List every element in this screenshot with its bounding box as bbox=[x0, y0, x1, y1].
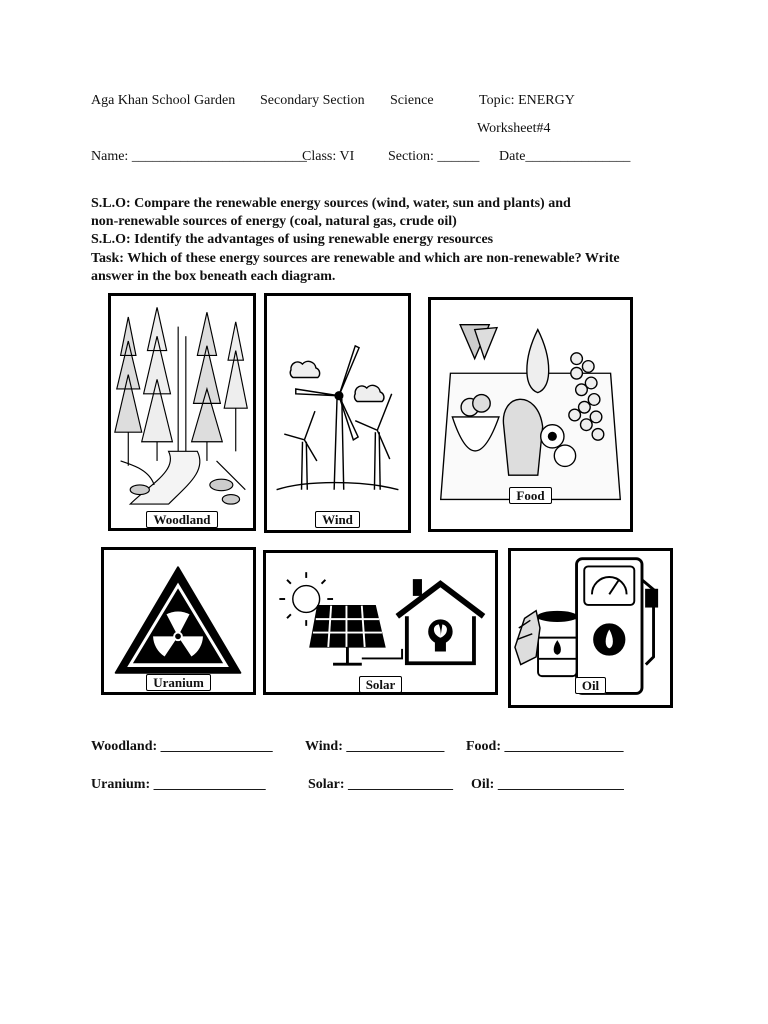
slo-2: S.L.O: Identify the advantages of using renewable energy resources bbox=[91, 232, 494, 247]
wind-label: Wind bbox=[315, 511, 360, 528]
solar-illustration bbox=[266, 553, 495, 692]
name-field[interactable]: Name: _________________________ bbox=[91, 149, 307, 164]
uranium-answer[interactable]: Uranium: ________________ bbox=[91, 777, 266, 792]
woodland-answer[interactable]: Woodland: ________________ bbox=[91, 739, 273, 754]
slo-1-line-2: non-renewable sources of energy (coal, natural gas, crude oil) bbox=[91, 214, 457, 229]
solar-answer[interactable]: Solar: _______________ bbox=[308, 777, 454, 792]
task-line-2: answer in the box beneath each diagram. bbox=[91, 269, 336, 284]
date-field[interactable]: Date_______________ bbox=[499, 149, 631, 164]
woodland-panel bbox=[108, 293, 256, 531]
uranium-illustration bbox=[104, 550, 253, 692]
section-name: Secondary Section bbox=[260, 93, 365, 108]
solar-label: Solar bbox=[359, 676, 403, 693]
class-field: Class: VI bbox=[302, 149, 355, 164]
oil-panel bbox=[508, 548, 673, 708]
subject-name: Science bbox=[390, 93, 434, 108]
worksheet-number: Worksheet#4 bbox=[477, 121, 551, 136]
task-line-1: Task: Which of these energy sources are renewable and which are non-renewable? Write bbox=[91, 251, 620, 266]
section-field[interactable]: Section: ______ bbox=[388, 149, 480, 164]
wind-illustration bbox=[267, 296, 408, 530]
solar-panel bbox=[263, 550, 498, 695]
slo-1-line-1: S.L.O: Compare the renewable energy sources (wind, water, sun and plants) and bbox=[91, 196, 571, 211]
woodland-illustration bbox=[111, 296, 253, 528]
school-name: Aga Khan School Garden bbox=[91, 93, 236, 108]
food-answer[interactable]: Food: _________________ bbox=[466, 739, 624, 754]
food-panel bbox=[428, 297, 633, 532]
wind-panel bbox=[264, 293, 411, 533]
oil-answer[interactable]: Oil: __________________ bbox=[471, 777, 624, 792]
woodland-label: Woodland bbox=[146, 511, 217, 528]
uranium-label: Uranium bbox=[146, 674, 211, 691]
wind-answer[interactable]: Wind: ______________ bbox=[305, 739, 445, 754]
uranium-panel bbox=[101, 547, 256, 695]
oil-label: Oil bbox=[575, 677, 606, 694]
food-label: Food bbox=[509, 487, 551, 504]
topic: Topic: ENERGY bbox=[479, 93, 575, 108]
